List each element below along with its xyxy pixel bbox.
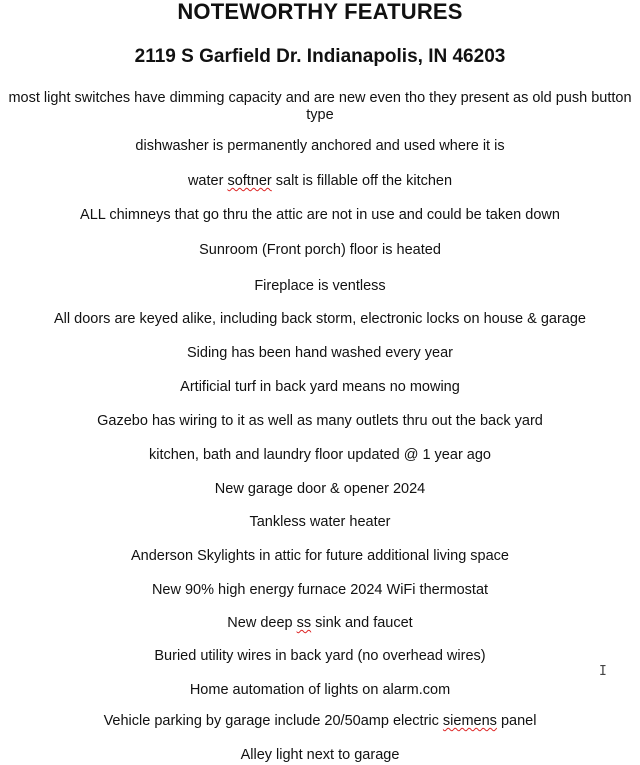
- feature-dishwasher: dishwasher is permanently anchored and used where it is: [135, 138, 505, 154]
- feature-text-part: salt is fillable off the kitchen: [271, 173, 453, 189]
- spellcheck-flagged-word: siemens: [442, 713, 497, 729]
- text-cursor-icon: I: [599, 664, 607, 679]
- spellcheck-flagged-word: softner: [227, 173, 272, 189]
- feature-text-part: sink and faucet: [311, 615, 413, 631]
- feature-text-part: panel: [496, 713, 537, 729]
- feature-water-softener: [0, 173, 640, 190]
- feature-light-switches: most light switches have dimming capacity and are new even tho they present as old push button type: [8, 90, 632, 123]
- feature-text-part: water: [187, 173, 228, 189]
- feature-buried-wires: Buried utility wires in back yard (no overhead wires): [154, 648, 486, 664]
- document-title: NOTEWORTHY FEATURES: [177, 0, 463, 24]
- feature-sink: [0, 615, 640, 632]
- spellcheck-flagged-word: ss: [296, 615, 312, 631]
- feature-sunroom: Sunroom (Front porch) floor is heated: [199, 242, 441, 258]
- feature-doors-keyed: All doors are keyed alike, including back storm, electronic locks on house & garage: [54, 311, 586, 327]
- feature-skylights: Anderson Skylights in attic for future additional living space: [130, 548, 509, 564]
- feature-water-heater: Tankless water heater: [249, 514, 391, 530]
- feature-vehicle-parking: [0, 713, 640, 730]
- feature-furnace: New 90% high energy furnace 2024 WiFi thermostat: [151, 582, 489, 598]
- feature-garage-door: New garage door & opener 2024: [214, 481, 426, 497]
- feature-siding: Siding has been hand washed every year: [186, 345, 453, 361]
- property-address: 2119 S Garfield Dr. Indianapolis, IN 46203: [134, 46, 506, 67]
- feature-chimneys: ALL chimneys that go thru the attic are not in use and could be taken down: [80, 207, 560, 223]
- feature-gazebo: Gazebo has wiring to it as well as many outlets thru out the back yard: [97, 413, 543, 429]
- feature-fireplace: Fireplace is ventless: [254, 278, 386, 294]
- feature-floors-updated: kitchen, bath and laundry floor updated @ 1 year ago: [148, 447, 491, 463]
- feature-alley-light: Alley light next to garage: [240, 747, 400, 763]
- feature-artificial-turf: Artificial turf in back yard means no mowing: [180, 379, 460, 395]
- feature-text-part: New deep: [227, 615, 297, 631]
- feature-text-part: Vehicle parking by garage include 20/50amp electric: [103, 713, 443, 729]
- feature-home-automation: Home automation of lights on alarm.com: [189, 682, 451, 698]
